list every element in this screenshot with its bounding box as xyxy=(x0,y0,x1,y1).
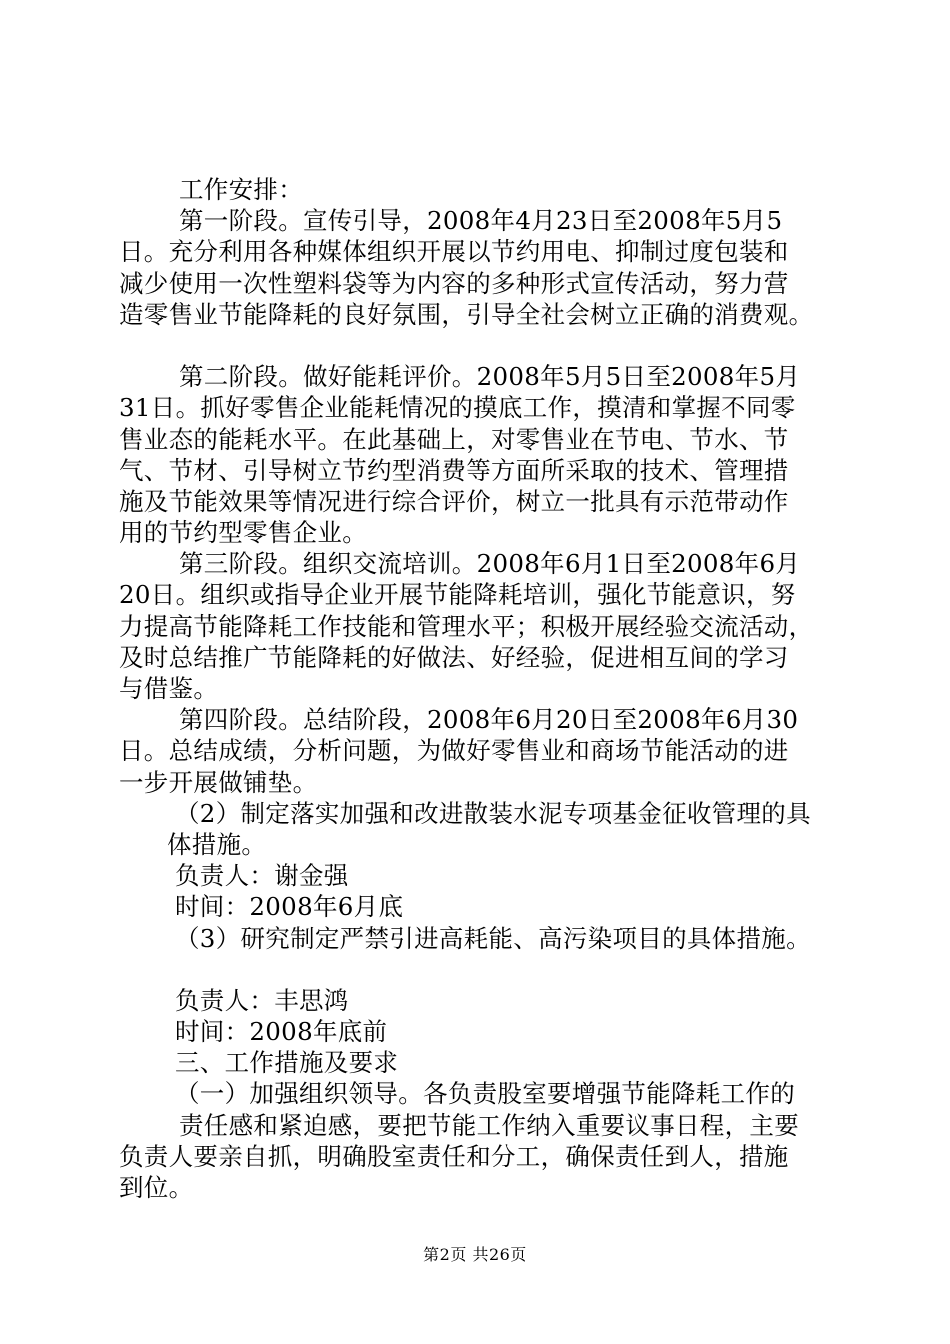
text-line: 一步开展做铺垫。 xyxy=(119,767,318,797)
text-line: 31日。抓好零售企业能耗情况的摸底工作，摸清和掌握不同零 xyxy=(119,393,796,423)
text-line: 第三阶段。组织交流培训。2008年6月1日至2008年6月 xyxy=(179,549,801,579)
text-line: 到位。 xyxy=(119,1173,194,1202)
blank-line xyxy=(119,954,839,985)
document-body xyxy=(119,174,839,1203)
text-line: 第二阶段。做好能耗评价。2008年5月5日至2008年5月 xyxy=(179,362,801,392)
text-line: 力提高节能降耗工作技能和管理水平；积极开展经验交流活动， xyxy=(119,611,814,641)
text-line: 工作安排： xyxy=(179,175,303,204)
text-line: 售业态的能耗水平。在此基础上，对零售业在节电、节水、节 xyxy=(119,424,789,454)
text-line: 时间：2008年6月底 xyxy=(175,892,404,922)
text-line: 责任感和紧迫感，要把节能工作纳入重要议事日程，主要 xyxy=(179,1110,799,1140)
text-line: 负责人要亲自抓，明确股室责任和分工，确保责任到人，措施 xyxy=(119,1141,789,1171)
text-line: 第四阶段。总结阶段，2008年6月20日至2008年6月30 xyxy=(179,705,799,735)
text-line: 造零售业节能降耗的良好氛围，引导全社会树立正确的消费观。 xyxy=(119,299,814,329)
text-line: 负责人：谢金强 xyxy=(175,861,349,891)
text-line: 减少使用一次性塑料袋等为内容的多种形式宣传活动，努力营 xyxy=(119,268,789,298)
text-line: （一）加强组织领导。各负责股室要增强节能降耗工作的 xyxy=(175,1079,795,1109)
text-line: 体措施。 xyxy=(167,829,267,859)
text-line: 日。总结成绩，分析问题，为做好零售业和商场节能活动的进 xyxy=(119,736,789,766)
text-line: 时间：2008年底前 xyxy=(175,1017,388,1047)
page-number-footer: 第2页 共26页 xyxy=(423,1245,527,1264)
text-line: 及时总结推广节能降耗的好做法、好经验，促进相互间的学习 xyxy=(119,642,789,672)
text-line: （2）制定落实加强和改进散装水泥专项基金征收管理的具 xyxy=(175,798,811,828)
text-line: 第一阶段。宣传引导，2008年4月23日至2008年5月5 xyxy=(179,206,783,236)
text-line: 气、节材、引导树立节约型消费等方面所采取的技术、管理措 xyxy=(119,455,789,485)
text-line: （3）研究制定严禁引进高耗能、高污染项目的具体措施。 xyxy=(175,923,811,953)
text-line: 负责人：丰思鸿 xyxy=(175,985,349,1015)
text-line: 施及节能效果等情况进行综合评价，树立一批具有示范带动作 xyxy=(119,486,789,516)
text-line: 20日。组织或指导企业开展节能降耗培训，强化节能意识，努 xyxy=(119,580,796,610)
text-line: 日。充分利用各种媒体组织开展以节约用电、抑制过度包装和 xyxy=(119,237,789,267)
blank-line xyxy=(119,330,839,361)
section-heading: 三、工作措施及要求 xyxy=(175,1048,399,1078)
text-line: 用的节约型零售企业。 xyxy=(119,518,367,548)
text-line: 与借鉴。 xyxy=(119,674,219,703)
